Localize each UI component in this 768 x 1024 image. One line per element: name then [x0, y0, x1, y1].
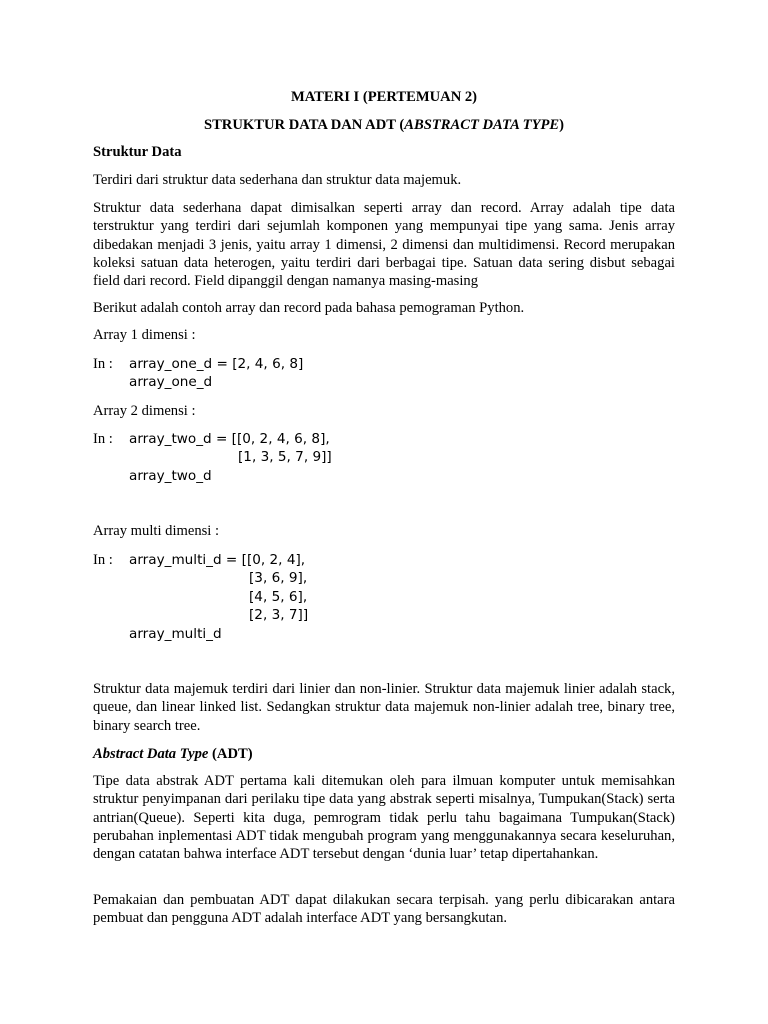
code-block-array-2d-line3: [93, 467, 212, 523]
subtitle-end: ): [559, 117, 565, 133]
document-title: MATERI I (PERTEMUAN 2): [290, 89, 478, 105]
heading-italic: Abstract Data Type: [93, 746, 209, 762]
code-line: [4, 5, 6],: [249, 589, 308, 605]
label-array-multi-dimensi: Array multi dimensi :: [93, 523, 220, 539]
section-heading-struktur-data: Struktur Data: [93, 144, 182, 160]
subtitle-main: STRUKTUR DATA DAN ADT (: [203, 117, 405, 133]
code-line: array_two_d: [129, 468, 212, 484]
code-line: array_one_d: [129, 374, 213, 390]
in-label: In :: [93, 431, 113, 447]
document-subtitle: [0, 116, 768, 134]
intro-paragraph: Terdiri dari struktur data sederhana dan struktur data majemuk.: [93, 172, 462, 188]
heading-rest: (ADT): [208, 746, 253, 762]
code-line: array_multi_d: [129, 626, 222, 642]
label-array-1-dimensi: Array 1 dimensi :: [93, 327, 196, 343]
paragraph-struktur-majemuk: Struktur data majemuk terdiri dari linier dan non-linier. Struktur data majemuk linier adalah stack, queue, dan linear linked list. Sedangkan struktur data majemuk non-linier adalah tree, binary tree, binary search tree.: [93, 681, 675, 734]
in-label: In :: [93, 552, 113, 568]
code-line: array_two_d = [[0, 2, 4, 6, 8],: [129, 431, 330, 447]
section-heading-adt: [93, 745, 675, 763]
code-line: [3, 6, 9],: [249, 570, 308, 586]
paragraph-adt-usage: Pemakaian dan pembuatan ADT dapat dilakukan secara terpisah. yang perlu dibicarakan antara pembuat dan pengguna ADT adalah interface ADT yang bersangkutan.: [93, 892, 675, 927]
code-line: array_multi_d = [[0, 2, 4],: [129, 552, 306, 568]
code-block-array-multi-line5: [93, 625, 222, 681]
in-label: In :: [93, 356, 113, 372]
paragraph-adt-definition: Tipe data abstrak ADT pertama kali ditemukan oleh para ilmuan komputer untuk memisahkan struktur penyimpanan dari perilaku tipe data yang abstrak seperti misalnya, Tumpukan(Stack) serta antrian(Queue). Seperti kita duga, pemrogram tidak perlu tahu bagaimana Tumpukan(Stack) perubahan inplementasi ADT tidak mengubah program yang menggunakannya secara keseluruhan, dengan catatan bahwa interface ADT tersebut dengan ‘dunia luar’ tetap dipertahankan.: [93, 773, 675, 863]
code-line: [1, 3, 5, 7, 9]]: [238, 449, 332, 465]
code-line: [2, 3, 7]]: [249, 607, 309, 623]
subtitle-italic: ABSTRACT DATA TYPE: [404, 117, 560, 133]
paragraph-contoh-python: Berikut adalah contoh array dan record pada bahasa pemograman Python.: [93, 300, 525, 316]
paragraph-struktur-sederhana: Struktur data sederhana dapat dimisalkan seperti array dan record. Array adalah tipe data terstruktur yang terdiri dari sejumlah komponen yang mempunyai tipe yang sama. Jenis array dibedakan menjadi 3 jenis, yaitu array 1 dimensi, 2 dimensi dan multidimensi. Record merupakan koleksi satuan data heterogen, yaitu terdiri dari berbagai tipe. Satuan data sering disbut sebagai field dari record. Field dipanggil dengan namanya masing-masing: [93, 200, 675, 290]
label-array-2-dimensi: Array 2 dimensi :: [93, 403, 196, 419]
code-line: array_one_d = [2, 4, 6, 8]: [129, 356, 304, 372]
